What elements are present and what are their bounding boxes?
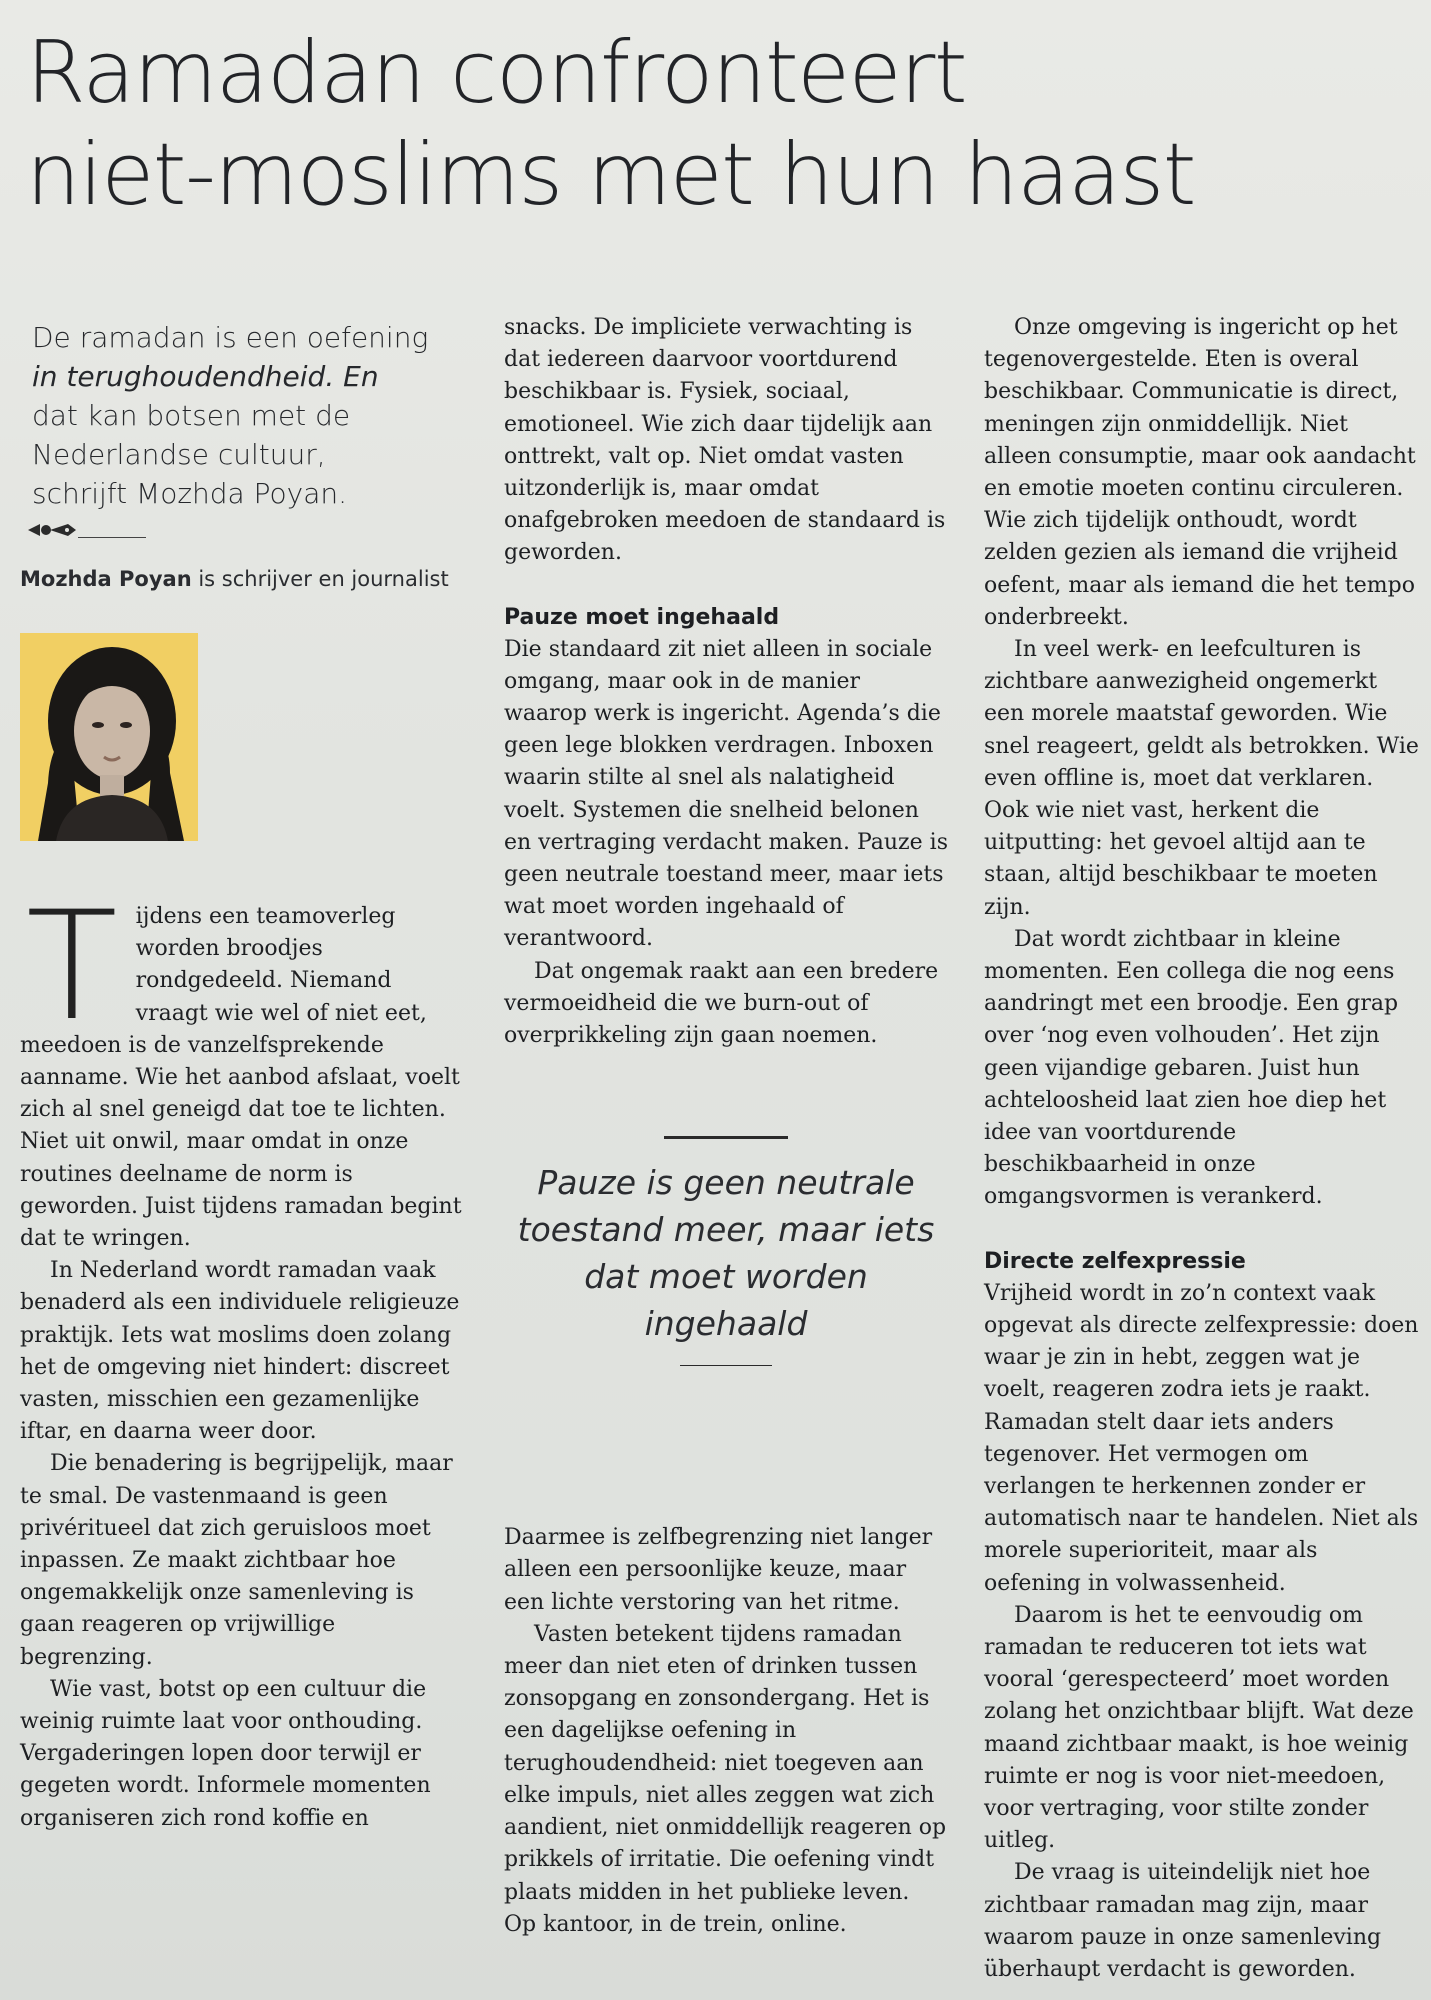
subheading: Pauze moet ingehaald [504, 604, 780, 630]
intro-line: in terughoudendheid. En [32, 360, 379, 393]
pull-quote-rule-top [664, 1136, 788, 1139]
intro-line: schrijft Mozhda Poyan. [32, 477, 347, 510]
paragraph: Daarmee is zelfbegrenzing niet langer alleen een persoonlijke keuze, maar een lichte verstoring van het ritme. [504, 1525, 933, 1615]
paragraph: Vrijheid wordt in zo’n context vaak opgevat als directe zelfexpressie: doen waar je zin in hebt, zeggen wat je voelt, reageren zodra iets je raakt. Ramadan stelt daar iets anders tegenover. Het vermogen om verlangen te herkennen zonder er automatisch naar te handelen. Niet als morele superioriteit, maar als oefening in volwassenheid. [984, 1280, 1419, 1596]
paragraph: Die benadering is begrijpelijk, maar te smal. De vastenmaand is geen privéritueel dat zich geruisloos moet inpassen. Ze maakt zichtbaar hoe ongemakkelijk onze samenleving is gaan reageren op vrijwillige begrenzing. [20, 1451, 453, 1670]
intro-line: dat kan botsen met de [32, 399, 351, 432]
author-name: Mozhda Poyan [20, 567, 192, 591]
drop-cap: T [26, 880, 118, 1054]
pull-quote-text: Pauze is geen neutrale toestand meer, maar iets dat moet worden ingehaald [517, 1163, 935, 1344]
paragraph: Onze omgeving is ingericht op het tegenovergestelde. Eten is overal beschikbaar. Communicatie is direct, meningen zijn onmiddellijk. Niet alleen consumptie, maar ook aandacht en emotie moeten continu circuleren. Wie zich tijdelijk onthoudt, wordt zelden gezien als iemand die vrijheid oefent, maar als iemand die het tempo onderbreekt. [984, 315, 1416, 630]
paragraph: ijdens een teamoverleg worden broodjes rondgedeeld. Niemand vraagt wie wel of niet eet, meedoen is de vanzelfsprekende aanname. Wie het aanbod afslaat, voelt zich al snel geneigd dat toe te lichten. Niet uit onwil, maar omdat in onze routines deelname de norm is geworden. Juist tijdens ramadan begint dat te wringen. [20, 904, 462, 1252]
intro-line: De ramadan is een oefening [32, 321, 429, 354]
column-2 [504, 312, 948, 1941]
author-role: is schrijver en journalist [191, 567, 449, 591]
subheading: Directe zelfexpressie [984, 1248, 1246, 1274]
column-1 [20, 312, 468, 1835]
paragraph: In veel werk- en leefculturen is zichtbare aanwezigheid ongemerkt een morele maatstaf geworden. Wie snel reageert, geldt als betrokken. Wie even offline is, moet dat verklaren. Ook wie niet vast, herkent die uitputting: het gevoel altijd aan te staan, altijd beschikbaar te moeten zijn. [984, 637, 1419, 920]
paragraph: Dat wordt zichtbaar in kleine momenten. Een collega die nog eens aandringt met een broodje. Een grap over ‘nog even volhouden’. Het zijn geen vijandige gebaren. Juist hun achteloosheid laat zien hoe diep het idee van voortdurende beschikbaarheid in onze omgangsvormen is verankerd. [984, 926, 1399, 1210]
paragraph: Vasten betekent tijdens ramadan meer dan niet eten of drinken tussen zonsopgang en zonsondergang. Het is een dagelijkse oefening in terughoudendheid: niet toegeven aan elke impuls, niet alles zeggen wat zich aandient, niet onmiddellijk reageren op prikkels of irritatie. Die oefening vindt plaats midden in het publieke leven. Op kantoor, in de trein, online. [504, 1621, 947, 1937]
paragraph: Wie vast, botst op een cultuur die weinig ruimte laat voor onthouding. Vergaderingen lopen door terwijl er gegeten wordt. Informele momenten organiseren zich rond koffie en [20, 1676, 431, 1831]
pull-quote [504, 1136, 948, 1366]
intro-text [20, 318, 468, 513]
author-byline [20, 564, 468, 595]
paragraph: snacks. De impliciete verwachting is dat iedereen daarvoor voortdurend beschikbaar is. Fysiek, sociaal, emotioneel. Wie zich daar tijdelijk aan onttrekt, valt op. Niet omdat vasten uitzonderlijk is, maar omdat onafgebroken meedoen de standaard is geworden. [504, 315, 946, 566]
paragraph: Dat ongemak raakt aan een bredere vermoeidheid die we burn-out of overprikkeling zijn gaan noemen. [504, 958, 939, 1049]
headline-line-2: niet-moslims met hun haast [26, 125, 1195, 225]
article-start [20, 880, 468, 1255]
paragraph: In Nederland wordt ramadan vaak benaderd als een individuele religieuze praktijk. Iets wat moslims doen zolang het de omgeving niet hindert: discreet vasten, misschien een gezamenlijke iftar, en daarna weer door. [20, 1258, 460, 1445]
paragraph: Die standaard zit niet alleen in sociale omgang, maar ook in de manier waarop werk is ingericht. Agenda’s die geen lege blokken verdragen. Inboxen waarin stilte al snel als nalatigheid voelt. Systemen die snelheid belonen en vertraging verdacht maken. Pauze is geen neutrale toestand meer, maar iets wat moet worden ingehaald of verantwoord. [504, 636, 948, 952]
headline-line-1: Ramadan confronteert [26, 23, 967, 123]
intro-line: Nederlandse cultuur, [32, 438, 326, 471]
headline [26, 22, 1406, 226]
paragraph: De vraag is uiteindelijk niet hoe zichtbaar ramadan mag zijn, maar waarom pauze in onze samenleving überhaupt verdacht is geworden. [984, 1860, 1382, 1982]
column-3 [984, 312, 1420, 1986]
fountain-pen-nib-icon [26, 520, 78, 540]
intro-divider [26, 537, 146, 538]
paragraph: Daarom is het te eenvoudig om ramadan te reduceren tot iets wat vooral ‘gerespecteerd’ moet worden zolang het onzichtbaar blijft. Wat deze maand zichtbaar maakt, is hoe weinig ruimte er nog is voor niet-meedoen, voor vertraging, voor stilte zonder uitleg. [984, 1602, 1414, 1854]
author-portrait [20, 633, 198, 841]
